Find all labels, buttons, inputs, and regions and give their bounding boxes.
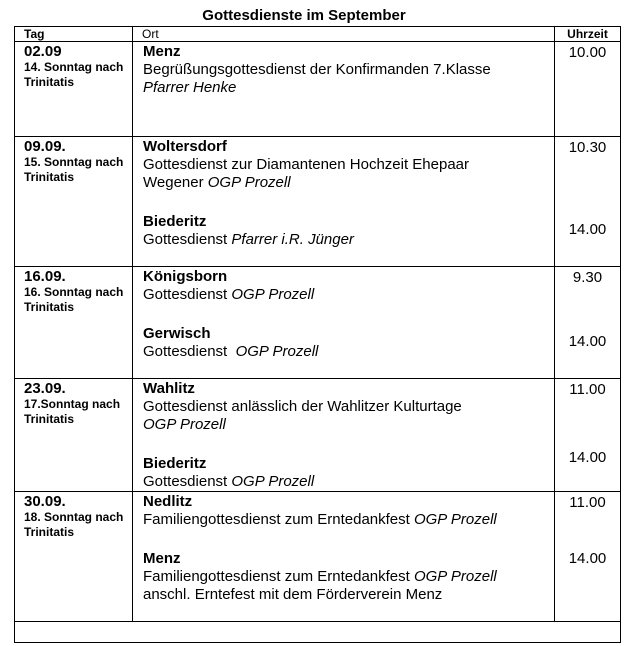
service-date: 09.09. <box>24 138 66 155</box>
time-cell <box>555 42 621 137</box>
header-tag: Tag <box>15 27 133 42</box>
officiant: OGP Prozell <box>143 416 226 433</box>
service-time: 11.00 <box>569 381 606 398</box>
liturgical-sunday: 17.Sonntag nach Trinitatis <box>24 397 121 426</box>
day-cell <box>15 42 133 137</box>
empty-row <box>15 622 621 643</box>
service-description <box>143 343 554 361</box>
service-description <box>143 231 554 249</box>
place-name: Wahlitz <box>143 380 195 397</box>
service-time: 10.30 <box>568 139 607 156</box>
liturgical-sunday: 15. Sonntag nach Trinitatis <box>24 155 124 184</box>
time-cell <box>555 137 621 267</box>
time-cell <box>555 379 621 492</box>
service-time: 14.00 <box>568 449 607 466</box>
liturgical-sunday: 18. Sonntag nach Trinitatis <box>24 510 124 539</box>
description-text: anschl. Erntefest mit dem Förderverein Menz <box>143 586 443 603</box>
day-cell <box>15 492 133 622</box>
officiant: Pfarrer Henke <box>143 79 237 96</box>
service-time: 14.00 <box>568 221 607 238</box>
location-cell <box>133 379 555 492</box>
officiant: OGP Prozell <box>231 473 315 490</box>
time-cell <box>555 267 621 379</box>
officiant: OGP Prozell <box>207 174 291 191</box>
schedule-table <box>14 26 621 643</box>
service-time: 14.00 <box>568 550 607 567</box>
table-row <box>15 137 621 267</box>
service-time: 10.00 <box>568 44 607 61</box>
place-name: Menz <box>143 43 181 60</box>
service-date: 30.09. <box>24 493 66 510</box>
empty-cell <box>15 622 621 643</box>
officiant: OGP Prozell <box>413 511 497 528</box>
description-text: Gottesdienst <box>143 231 232 248</box>
header-ort: Ort <box>133 27 555 42</box>
service-description <box>143 61 554 79</box>
service-description <box>143 79 554 97</box>
place-name: Woltersdorf <box>143 138 227 155</box>
service-time: 11.00 <box>569 494 606 511</box>
liturgical-sunday: 16. Sonntag nach Trinitatis <box>24 285 124 314</box>
schedule-body <box>15 42 621 643</box>
description-text: Familiengottesdienst zum Erntedankfest <box>143 568 414 585</box>
service-date: 02.09 <box>24 43 62 60</box>
service-time: 14.00 <box>568 333 607 350</box>
officiant: OGP Prozell <box>235 343 319 360</box>
service-description <box>143 156 554 174</box>
officiant: OGP Prozell <box>413 568 497 585</box>
place-name: Menz <box>143 550 181 567</box>
service-description <box>143 398 554 416</box>
service-description <box>143 174 554 192</box>
officiant: OGP Prozell <box>231 286 315 303</box>
description-text: Begrüßungsgottesdienst der Konfirmanden 7.Klasse <box>143 61 491 78</box>
description-text: Gottesdienst zur Diamantenen Hochzeit Ehepaar <box>143 156 470 173</box>
table-row <box>15 267 621 379</box>
description-text: Gottesdienst <box>143 473 232 490</box>
time-cell <box>555 492 621 622</box>
page-title: Gottesdienste im September <box>202 7 406 24</box>
day-cell <box>15 379 133 492</box>
service-description <box>143 511 554 529</box>
location-cell <box>133 492 555 622</box>
table-row <box>15 42 621 137</box>
liturgical-sunday: 14. Sonntag nach Trinitatis <box>24 60 124 89</box>
service-date: 23.09. <box>24 380 66 397</box>
place-name: Biederitz <box>143 213 207 230</box>
day-cell <box>15 137 133 267</box>
location-cell <box>133 267 555 379</box>
description-text: Wegener <box>143 174 208 191</box>
place-name: Nedlitz <box>143 493 193 510</box>
officiant: Pfarrer i.R. Jünger <box>231 231 354 248</box>
place-name: Biederitz <box>143 455 207 472</box>
description-text: Familiengottesdienst zum Erntedankfest <box>143 511 414 528</box>
service-description <box>143 568 554 586</box>
service-description <box>143 416 554 434</box>
place-name: Königsborn <box>143 268 228 285</box>
description-text: Gottesdienst <box>143 286 232 303</box>
description-text: Gottesdienst <box>143 343 236 360</box>
service-description <box>143 473 554 491</box>
table-row <box>15 492 621 622</box>
service-date: 16.09. <box>24 268 66 285</box>
description-text: Gottesdienst anlässlich der Wahlitzer Kulturtage <box>143 398 462 415</box>
service-description <box>143 586 554 604</box>
location-cell <box>133 42 555 137</box>
table-row <box>15 379 621 492</box>
service-time: 9.30 <box>572 269 603 286</box>
place-name: Gerwisch <box>143 325 211 342</box>
day-cell <box>15 267 133 379</box>
header-uhrzeit: Uhrzeit <box>555 27 621 42</box>
location-cell <box>133 137 555 267</box>
service-description <box>143 286 554 304</box>
table-header-row <box>15 27 621 42</box>
